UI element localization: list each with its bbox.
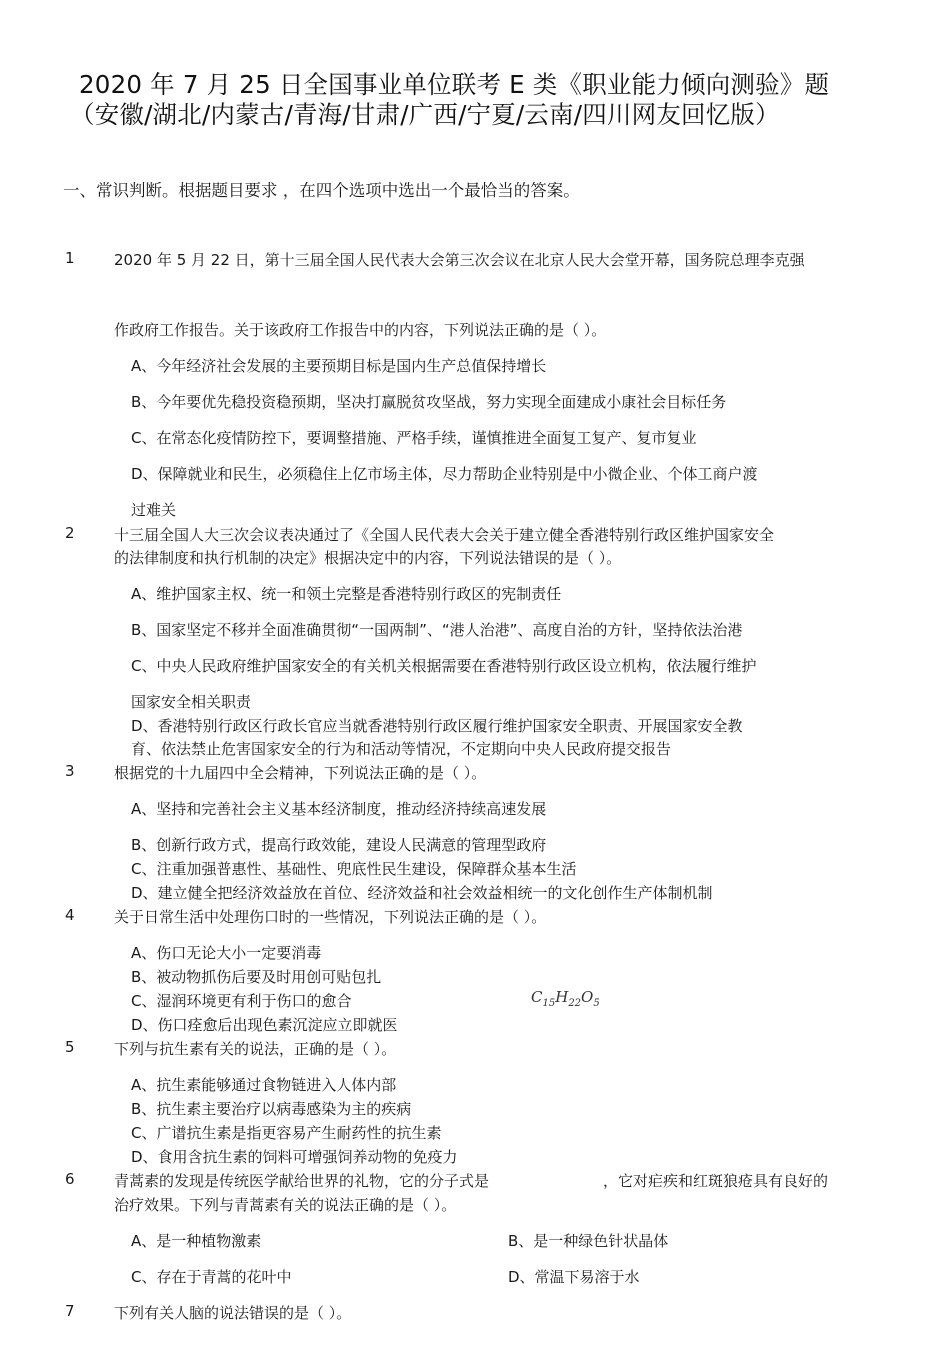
question-number: 5 xyxy=(65,1038,75,1056)
answer-option: C、广谱抗生素是指更容易产生耐药性的抗生素 xyxy=(131,1124,442,1142)
answer-option: A、伤口无论大小一定要消毒 xyxy=(131,944,322,962)
answer-option: A、坚持和完善社会主义基本经济制度，推动经济持续高速发展 xyxy=(131,800,547,818)
formula-element-c: C xyxy=(531,988,543,1006)
question-stem-line: 根据党的十九届四中全会精神，下列说法正确的是（ ）。 xyxy=(114,764,487,782)
answer-option: D、伤口痊愈后出现色素沉淀应立即就医 xyxy=(131,1016,398,1034)
answer-option: C、在常态化疫情防控下，要调整措施、严格手续，谨慎推进全面复工复产、复市复业 xyxy=(131,429,697,447)
formula-subscript-h: 22 xyxy=(568,998,582,1009)
formula-subscript-o: 5 xyxy=(593,998,600,1009)
question-stem-line: 治疗效果。下列与青蒿素有关的说法正确的是（ ）。 xyxy=(114,1196,457,1214)
answer-option-continuation: 育、依法禁止危害国家安全的行为和活动等情况，不定期向中央人民政府提交报告 xyxy=(131,740,672,758)
question-stem-line: 下列与抗生素有关的说法，正确的是（ ）。 xyxy=(114,1040,397,1058)
answer-option: B、国家坚定不移并全面准确贯彻“一国两制”、“港人治港”、高度自治的方针，坚持依法治港 xyxy=(131,621,743,639)
answer-option: D、保障就业和民生，必须稳住上亿市场主体，尽力帮助企业特别是中小微企业、个体工商户渡 xyxy=(131,465,758,483)
question-stem-line: 青蒿素的发现是传统医学献给世界的礼物，它的分子式是 xyxy=(114,1172,490,1190)
question-stem-line: 作政府工作报告。关于该政府工作报告中的内容，下列说法正确的是（ ）。 xyxy=(114,321,607,339)
answer-option: B、是一种绿色针状晶体 xyxy=(508,1232,669,1250)
question-stem-line: 关于日常生活中处理伤口时的一些情况，下列说法正确的是（ ）。 xyxy=(114,908,547,926)
answer-option: A、是一种植物激素 xyxy=(131,1232,262,1250)
formula-subscript-c: 15 xyxy=(542,998,556,1009)
section-heading: 一、常识判断。根据题目要求 ，在四个选项中选出一个最恰当的答案。 xyxy=(63,181,580,200)
answer-option: C、存在于青蒿的花叶中 xyxy=(131,1268,292,1286)
answer-option: B、被动物抓伤后要及时用创可贴包扎 xyxy=(131,968,382,986)
question-stem-line: 十三届全国人大三次会议表决通过了《全国人民代表大会关于建立健全香港特别行政区维护国家安全 xyxy=(114,526,775,544)
question-number: 4 xyxy=(65,906,75,924)
answer-option: A、抗生素能够通过食物链进入人体内部 xyxy=(131,1076,397,1094)
answer-option: A、维护国家主权、统一和领土完整是香港特别行政区的宪制责任 xyxy=(131,585,562,603)
answer-option: C、湿润环境更有利于伤口的愈合 xyxy=(131,992,352,1010)
question-stem-line: 下列有关人脑的说法错误的是（ ）。 xyxy=(114,1304,352,1322)
formula-element-o: O xyxy=(581,988,594,1006)
answer-option: D、香港特别行政区行政长官应当就香港特别行政区履行维护国家安全职责、开展国家安全教 xyxy=(131,717,743,735)
question-stem-line: 2020 年 5 月 22 日，第十三届全国人民代表大会第三次会议在北京人民大会堂开幕，国务院总理李克强 xyxy=(114,251,805,269)
answer-option: D、食用含抗生素的饲料可增强饲养动物的免疫力 xyxy=(131,1148,458,1166)
answer-option-continuation: 过难关 xyxy=(131,501,177,519)
answer-option: D、常温下易溶于水 xyxy=(508,1268,640,1286)
question-number: 2 xyxy=(65,524,75,542)
answer-option-continuation: 国家安全相关职责 xyxy=(131,693,252,711)
answer-option: A、今年经济社会发展的主要预期目标是国内生产总值保持增长 xyxy=(131,357,547,375)
question-number: 6 xyxy=(65,1170,75,1188)
document-title-line-2: （安徽/湖北/内蒙古/青海/甘肃/广西/宁夏/云南/四川网友回忆版） xyxy=(70,100,780,129)
question-stem-line: ，它对疟疾和红斑狼疮具有良好的 xyxy=(603,1172,829,1190)
answer-option: D、建立健全把经济效益放在首位、经济效益和社会效益相统一的文化创作生产体制机制 xyxy=(131,884,713,902)
answer-option: B、创新行政方式，提高行政效能，建设人民满意的管理型政府 xyxy=(131,836,547,854)
document-title-line-1: 2020 年 7 月 25 日全国事业单位联考 E 类《职业能力倾向测验》题 xyxy=(79,70,830,99)
answer-option: C、中央人民政府维护国家安全的有关机关根据需要在香港特别行政区设立机构，依法履行维护 xyxy=(131,657,757,675)
answer-option: B、今年要优先稳投资稳预期，坚决打赢脱贫攻坚战，努力实现全面建成小康社会目标任务 xyxy=(131,393,727,411)
formula-element-h: H xyxy=(555,988,569,1006)
answer-option: C、注重加强普惠性、基础性、兜底性民生建设，保障群众基本生活 xyxy=(131,860,577,878)
question-stem-line: 的法律制度和执行机制的决定》根据决定中的内容，下列说法错误的是（ ）。 xyxy=(114,549,622,567)
chemical-formula xyxy=(531,988,600,1009)
question-number: 7 xyxy=(65,1302,75,1320)
question-number: 3 xyxy=(65,762,75,780)
question-number: 1 xyxy=(65,249,75,267)
answer-option: B、抗生素主要治疗以病毒感染为主的疾病 xyxy=(131,1100,412,1118)
